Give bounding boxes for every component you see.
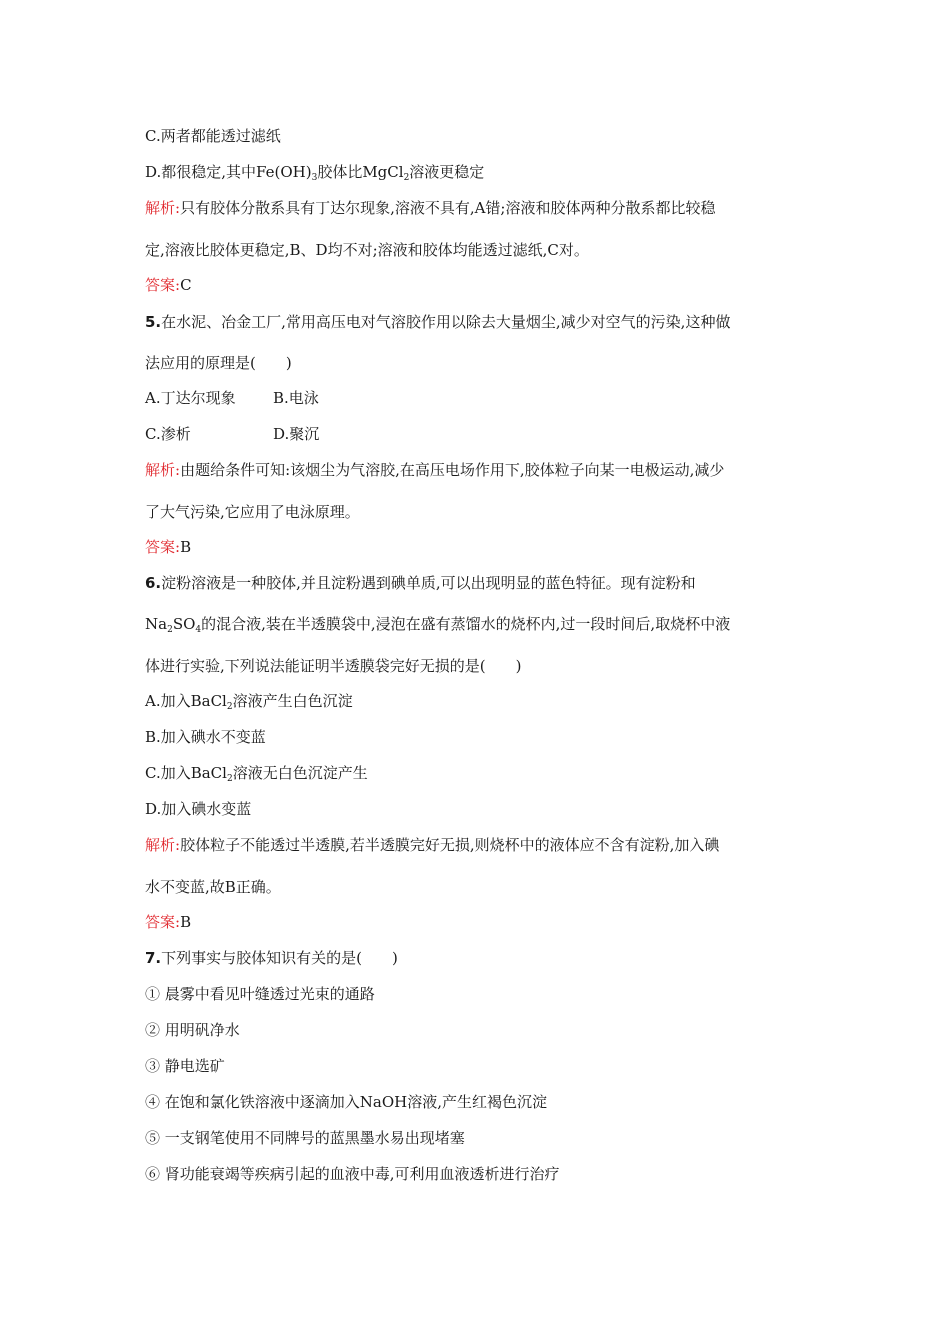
list-item	[145, 1128, 465, 1148]
q6-option-c	[145, 763, 368, 783]
q6-stem-sub1: 2	[167, 625, 173, 635]
list-item	[145, 1092, 547, 1112]
q5-option-c: C.渗析	[145, 425, 191, 443]
q4-analysis-line-1	[145, 198, 716, 218]
q4-analysis-text-2: 定,溶液比胶体更稳定,B、D均不对;溶液和胶体均能透过滤纸,C对。	[145, 241, 589, 259]
q4-option-d	[145, 162, 484, 182]
q6-option-a-suffix: 溶液产生白色沉淀	[232, 692, 353, 710]
q6-option-c-suffix: 溶液无白色沉淀产生	[232, 764, 368, 782]
q7-item-6: ⑥ 肾功能衰竭等疾病引起的血液中毒,可利用血液透析进行治疗	[145, 1165, 560, 1183]
q5-options-cd	[145, 424, 320, 444]
q5-answer	[145, 537, 191, 557]
q4-analysis-text-1: 只有胶体分散系具有丁达尔现象,溶液不具有,A错;溶液和胶体两种分散系都比较稳	[180, 199, 716, 217]
q5-option-b: B.电泳	[273, 389, 319, 407]
q6-option-a	[145, 691, 353, 711]
q4-answer-label: 答案:	[145, 276, 181, 294]
q4-option-d-sub1: 3	[311, 173, 318, 183]
q7-stem	[145, 948, 398, 968]
q5-analysis-text-2: 了大气污染,它应用了电泳原理。	[145, 503, 360, 521]
q6-stem-so: SO	[172, 615, 196, 633]
q6-option-d-text: D.加入碘水变蓝	[145, 800, 252, 818]
q5-answer-value: B	[180, 538, 192, 556]
q6-analysis-text-1: 胶体粒子不能透过半透膜,若半透膜完好无损,则烧杯中的液体应不含有淀粉,加入碘	[180, 836, 720, 854]
q6-option-b	[145, 727, 266, 747]
q4-option-d-suffix: 溶液更稳定	[409, 163, 485, 181]
list-item	[145, 984, 375, 1004]
list-item	[145, 1020, 240, 1040]
q6-answer-value: B	[180, 913, 192, 931]
q5-stem-line-1	[145, 312, 730, 332]
list-item	[145, 1056, 225, 1076]
q5-answer-label: 答案:	[145, 538, 181, 556]
q5-analysis-line-1	[145, 460, 724, 480]
q7-item-5: ⑤ 一支钢笔使用不同牌号的蓝黑墨水易出现堵塞	[145, 1129, 465, 1147]
list-item	[145, 1164, 560, 1184]
q4-option-c	[145, 126, 281, 146]
q6-stem-line-1	[145, 573, 696, 593]
q5-analysis-text-1: 由题给条件可知:该烟尘为气溶胶,在高压电场作用下,胶体粒子向某一电极运动,减少	[180, 461, 725, 479]
q4-answer-value: C	[180, 276, 192, 294]
q7-item-3: ③ 静电选矿	[145, 1057, 225, 1075]
q6-stem-text-2: 的混合液,装在半透膜袋中,浸泡在盛有蒸馏水的烧杯内,过一段时间后,取烧杯中液	[201, 615, 731, 633]
q6-option-b-text: B.加入碘水不变蓝	[145, 728, 266, 746]
q5-option-a: A.丁达尔现象	[145, 389, 236, 407]
q7-item-1: ① 晨雾中看见叶缝透过光束的通路	[145, 985, 375, 1003]
q6-option-c-prefix: C.加入BaCl	[145, 764, 227, 782]
q6-number: 6.	[145, 574, 162, 592]
q4-option-d-sub2: 2	[403, 173, 410, 183]
q5-number: 5.	[145, 313, 162, 331]
q6-option-c-sub: 2	[226, 774, 233, 784]
q7-item-2: ② 用明矾净水	[145, 1021, 240, 1039]
q6-option-d	[145, 799, 251, 819]
q5-option-d: D.聚沉	[273, 425, 320, 443]
q4-analysis-line-2	[145, 240, 589, 260]
q6-stem-text-1: 淀粉溶液是一种胶体,并且淀粉遇到碘单质,可以出现明显的蓝色特征。现有淀粉和	[161, 574, 696, 592]
q6-analysis-text-2: 水不变蓝,故B正确。	[145, 878, 281, 896]
q6-stem-line-2	[145, 614, 730, 634]
q4-analysis-label: 解析:	[145, 199, 181, 217]
q6-answer-label: 答案:	[145, 913, 181, 931]
q4-option-d-mid: 胶体比MgCl	[317, 163, 404, 181]
q4-option-c-text: C.两者都能透过滤纸	[145, 127, 281, 145]
q6-answer	[145, 912, 191, 932]
q5-analysis-label: 解析:	[145, 461, 181, 479]
q7-number: 7.	[145, 949, 162, 967]
q6-stem-line-3	[145, 656, 521, 676]
q6-analysis-line-2	[145, 877, 281, 897]
q6-stem-text-3: 体进行实验,下列说法能证明半透膜袋完好无损的是( )	[145, 657, 522, 675]
q6-option-a-sub: 2	[226, 702, 233, 712]
q5-analysis-line-2	[145, 502, 360, 522]
q5-options-ab	[145, 388, 319, 408]
q5-stem-text-1: 在水泥、冶金工厂,常用高压电对气溶胶作用以除去大量烟尘,减少对空气的污染,这种做	[161, 313, 731, 331]
q5-stem-line-2	[145, 353, 292, 373]
q5-stem-text-2: 法应用的原理是( )	[145, 354, 292, 372]
q6-stem-na: Na	[145, 615, 168, 633]
q4-option-d-prefix: D.都很稳定,其中Fe(OH)	[145, 163, 312, 181]
q6-stem-sub2: 4	[195, 625, 202, 635]
q7-stem-text: 下列事实与胶体知识有关的是( )	[161, 949, 398, 967]
q4-answer	[145, 275, 192, 295]
q6-analysis-label: 解析:	[145, 836, 181, 854]
q6-option-a-prefix: A.加入BaCl	[145, 692, 227, 710]
q7-item-4: ④ 在饱和氯化铁溶液中逐滴加入NaOH溶液,产生红褐色沉淀	[145, 1093, 547, 1111]
q6-analysis-line-1	[145, 835, 719, 855]
